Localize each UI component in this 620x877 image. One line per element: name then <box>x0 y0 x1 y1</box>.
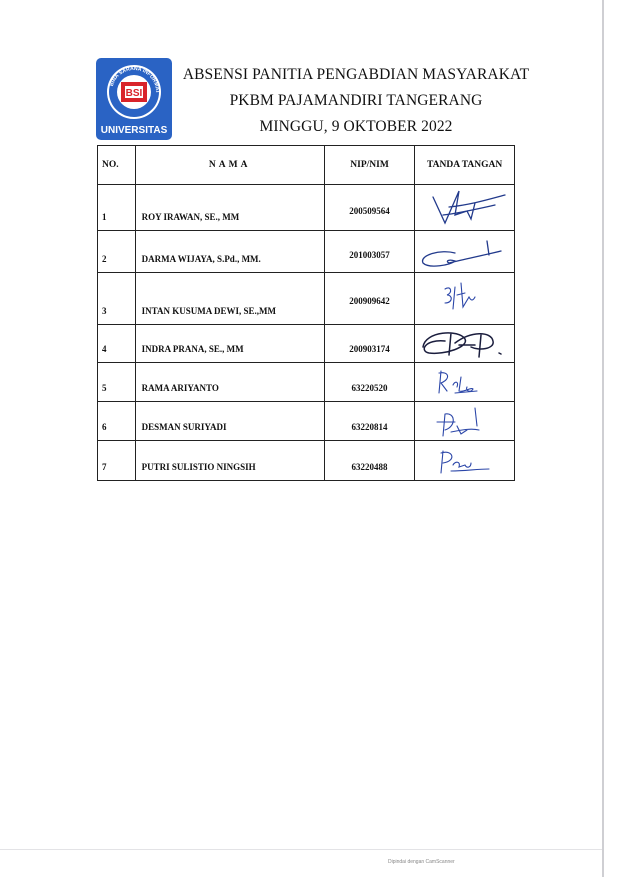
row-nip: 63220488 <box>324 441 415 481</box>
table-row <box>98 402 515 441</box>
row-no: 6 <box>98 402 136 441</box>
col-header-nip: NIP/NIM <box>324 146 415 185</box>
logo-ring-text: BINA SARANA INFORMAT <box>108 65 161 94</box>
row-name-text: PUTRI SULISTIO NINGSIH <box>141 462 256 472</box>
signature-cell <box>415 231 515 273</box>
signature-cell <box>415 325 515 363</box>
row-no: 5 <box>98 363 136 402</box>
signature-3-icon <box>415 273 512 324</box>
row-name <box>135 363 324 402</box>
col-header-signature: TANDA TANGAN <box>415 146 515 185</box>
document-header <box>176 62 536 140</box>
row-name-text: DESMAN SURIYADI <box>141 422 227 432</box>
row-nip: 200509564 <box>324 185 415 231</box>
signature-cell <box>415 441 515 481</box>
page-edge <box>602 0 604 877</box>
page-bottom-edge <box>0 849 602 850</box>
row-name-text: ROY IRAWAN, SE., MM <box>141 212 240 222</box>
signature-4-icon <box>415 325 512 362</box>
header-organization: PKBM PAJAMANDIRI TANGERANG <box>229 92 483 109</box>
header-title: ABSENSI PANITIA PENGABDIAN MASYARAKAT <box>182 66 530 83</box>
table-row <box>98 441 515 481</box>
row-name-text: RAMA ARIYANTO <box>141 383 219 393</box>
row-no: 4 <box>98 325 136 363</box>
row-no: 7 <box>98 441 136 481</box>
row-nip: 63220520 <box>324 363 415 402</box>
logo-emblem-text: BSI <box>125 88 143 99</box>
row-nip: 63220814 <box>324 402 415 441</box>
table-row <box>98 363 515 402</box>
row-nip: 200909642 <box>324 273 415 325</box>
row-nip: 200903174 <box>324 325 415 363</box>
row-name <box>135 231 324 273</box>
signature-5-icon <box>415 363 512 401</box>
signature-6-icon <box>415 402 512 440</box>
attendance-table <box>97 145 515 481</box>
signature-2-icon <box>415 231 512 272</box>
row-name <box>135 273 324 325</box>
table-row <box>98 273 515 325</box>
row-no: 2 <box>98 231 136 273</box>
signature-cell <box>415 185 515 231</box>
university-logo <box>96 58 172 140</box>
table-header-row <box>98 146 515 185</box>
logo-caption: UNIVERSITAS <box>100 125 168 136</box>
row-name-text: INTAN KUSUMA DEWI, SE.,MM <box>141 306 276 316</box>
row-name <box>135 441 324 481</box>
signature-1-icon <box>415 185 512 230</box>
table-row <box>98 325 515 363</box>
table-row <box>98 185 515 231</box>
table-row <box>98 231 515 273</box>
bsi-logo-icon <box>96 58 172 140</box>
signature-cell <box>415 363 515 402</box>
col-header-no: NO. <box>98 146 136 185</box>
row-nip: 201003057 <box>324 231 415 273</box>
signature-cell <box>415 273 515 325</box>
scanner-watermark: Dipindai dengan CamScanner <box>388 859 455 865</box>
row-name-text: DARMA WIJAYA, S.Pd., MM. <box>141 254 261 264</box>
signature-7-icon <box>415 441 512 480</box>
signature-cell <box>415 402 515 441</box>
row-name <box>135 325 324 363</box>
header-date: MINGGU, 9 OKTOBER 2022 <box>259 118 453 135</box>
col-header-name: NAMA <box>135 146 324 185</box>
row-name <box>135 402 324 441</box>
row-no: 3 <box>98 273 136 325</box>
row-name <box>135 185 324 231</box>
row-name-text: INDRA PRANA, SE., MM <box>141 344 244 354</box>
row-no: 1 <box>98 185 136 231</box>
